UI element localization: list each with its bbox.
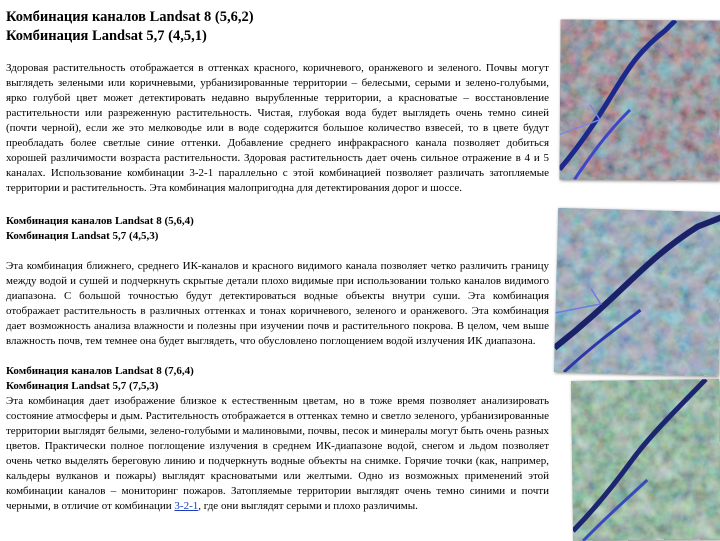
section2-paragraph: Эта комбинация ближнего, среднего ИК-каналов и красного видимого канала позволяет четко различить границу между водой и сушей и подчеркнуть скрытые детали плохо видимые при использовании только каналов видимого диапазона. С большой точностью будут детектироваться водные объекты внутри суши. Эта комбинация отображает растительность в различных оттенках и тонах коричневого, зеленого и оранжевого. Эта комбинация дает возможность анализа влажности и полезны при изучении почв и растительного покрова. В целом, чем выше влажность почв, тем темнее она будет выглядеть, что обусловлено поглощением водой излучения ИК диапазона.: [6, 260, 549, 347]
satellite-image-764: [571, 379, 720, 541]
section3-text-before-link: Эта комбинация дает изображение близкое к естественным цветам, но в тоже время позволяет анализировать состояние атмосферы и дым. Растительность отображается в оттенках темно и светло зеленого, урбанизированные территории выглядят белыми, зелено-голубыми и малиновыми, почвы, песок и минералы могут быть очень разных цветов. Практически полное поглощение излучения в среднем ИК-диапазоне водой, снегом и льдом позволяет очень четко выделять береговую линию и подчеркнуть водные объекты на снимке. Горячие точки (как, например, кальдеры вулканов и пожары) выглядят красноватыми или желтыми. Одно из возможных применений этой комбинации каналов – мониторинг пожаров. Затопляемые территории выглядят очень темно синими и почти черными, в отличие от комбинации: [6, 395, 549, 512]
satellite-image-562: [559, 19, 720, 180]
section1-title-line1: Комбинация каналов Landsat 8 (5,6,2): [6, 9, 254, 25]
section1-paragraph: Здоровая растительность отображается в оттенках красного, коричневого, оранжевого и зеленого. Почвы могут выглядеть зелеными или коричневыми, урбанизированные территории – белесыми, серыми и зелено-голубыми, ярко голубой цвет может детектировать недавно вырубленные территории, а красноватые – восстановление растительности или разреженную растительность. Чистая, глубокая вода будет выглядеть очень темно синей (почти черной), если же это мелководье или в воде содержится большое количество взвесей, то в цвете будут преобладать более светлые синие оттенки. Добавление среднего инфракрасного канала позволяет добиться хорошей различимости возраста растительности. Здоровая растительность дает очень сильное отражение в 4 и 5 каналах. Использование комбинации 3-2-1 параллельно с этой комбинацией позволяет различать затопляемые территории и растительность. Эта комбинация малопригодна для детектирования дорог и шоссе.: [6, 62, 549, 194]
section3-title-line2: Комбинация Landsat 5,7 (7,5,3): [6, 380, 159, 392]
section2-title-line1: Комбинация каналов Landsat 8 (5,6,4): [6, 215, 194, 227]
satellite-image-564: [554, 208, 720, 376]
section1-title-line2: Комбинация Landsat 5,7 (4,5,1): [6, 28, 207, 44]
section3-paragraph: [6, 394, 549, 514]
section3-text-after-link: , где они выглядят серыми и плохо различимы.: [198, 500, 418, 512]
section2-title-line2: Комбинация Landsat 5,7 (4,5,3): [6, 230, 159, 242]
section3-title-line1: Комбинация каналов Landsat 8 (7,6,4): [6, 365, 194, 377]
combination-3-2-1-link[interactable]: 3-2-1: [174, 500, 199, 512]
article-text: [6, 8, 549, 514]
